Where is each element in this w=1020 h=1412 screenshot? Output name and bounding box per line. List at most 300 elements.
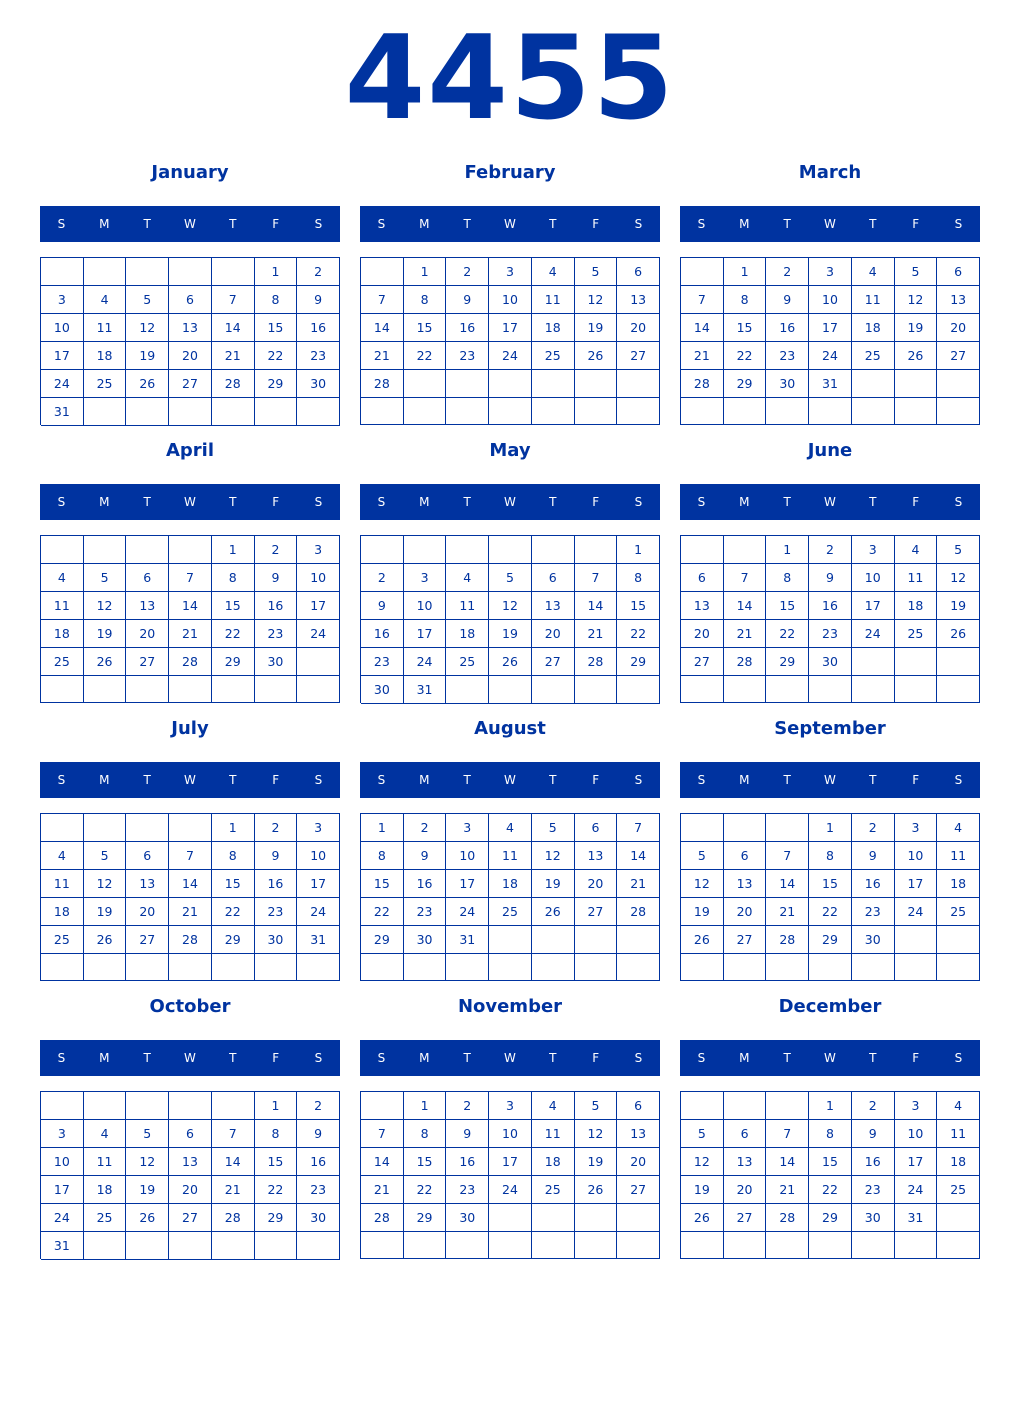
day-cell: 18 — [489, 870, 532, 898]
day-cell: 7 — [681, 286, 724, 314]
empty-day-cell — [852, 648, 895, 676]
weekday-label: S — [954, 217, 963, 231]
day-cell: 12 — [126, 1148, 169, 1176]
weekday-label: F — [592, 217, 600, 231]
empty-day-cell — [766, 954, 809, 981]
day-cell: 17 — [446, 870, 489, 898]
weekday-label: F — [912, 1051, 920, 1065]
day-cell: 2 — [809, 536, 852, 564]
day-cell: 29 — [809, 1204, 852, 1232]
weekday-label: W — [184, 773, 196, 787]
day-cell: 30 — [297, 1204, 340, 1232]
day-cell: 23 — [446, 1176, 489, 1204]
day-cell: 30 — [297, 370, 340, 398]
weekday-label: F — [592, 773, 600, 787]
empty-day-cell — [617, 954, 660, 981]
day-cell: 28 — [212, 1204, 255, 1232]
day-cell: 9 — [255, 842, 298, 870]
day-cell: 20 — [937, 314, 980, 342]
empty-day-cell — [126, 814, 169, 842]
empty-day-cell — [681, 954, 724, 981]
day-cell: 19 — [681, 1176, 724, 1204]
day-cell: 14 — [766, 870, 809, 898]
day-cell: 1 — [361, 814, 404, 842]
day-cell: 20 — [617, 314, 660, 342]
day-cell: 25 — [937, 898, 980, 926]
day-cell: 27 — [126, 648, 169, 676]
weekday-label: T — [869, 217, 877, 231]
day-cell: 10 — [297, 842, 340, 870]
day-cell: 19 — [84, 620, 127, 648]
day-cell: 9 — [446, 1120, 489, 1148]
day-cell: 10 — [809, 286, 852, 314]
weekday-label: S — [314, 1051, 323, 1065]
empty-day-cell — [937, 398, 980, 425]
empty-day-cell — [766, 1232, 809, 1259]
day-cell: 11 — [895, 564, 938, 592]
day-cell: 21 — [212, 1176, 255, 1204]
empty-day-cell — [41, 536, 84, 564]
empty-day-cell — [532, 370, 575, 398]
empty-day-cell — [41, 1092, 84, 1120]
empty-day-cell — [895, 954, 938, 981]
day-cell: 10 — [41, 1148, 84, 1176]
day-cell: 2 — [404, 814, 447, 842]
day-cell: 16 — [255, 592, 298, 620]
empty-day-cell — [297, 648, 340, 676]
day-cell: 20 — [724, 898, 767, 926]
day-cell: 6 — [169, 286, 212, 314]
weekday-label: W — [824, 217, 836, 231]
month-name: October — [149, 996, 231, 1017]
empty-day-cell — [575, 1232, 618, 1259]
day-grid — [40, 535, 340, 703]
day-cell: 1 — [766, 536, 809, 564]
day-cell: 23 — [852, 1176, 895, 1204]
empty-day-cell — [361, 954, 404, 981]
day-cell: 31 — [895, 1204, 938, 1232]
day-cell: 27 — [724, 926, 767, 954]
day-cell: 10 — [489, 1120, 532, 1148]
day-cell: 15 — [212, 592, 255, 620]
day-cell: 16 — [255, 870, 298, 898]
day-cell: 14 — [681, 314, 724, 342]
day-cell: 23 — [446, 342, 489, 370]
empty-day-cell — [766, 814, 809, 842]
empty-day-cell — [617, 398, 660, 425]
day-cell: 6 — [681, 564, 724, 592]
day-cell: 15 — [766, 592, 809, 620]
day-cell: 30 — [809, 648, 852, 676]
day-cell: 29 — [361, 926, 404, 954]
empty-day-cell — [126, 398, 169, 426]
day-cell: 4 — [84, 1120, 127, 1148]
weekday-label: T — [229, 495, 237, 509]
day-cell: 7 — [212, 1120, 255, 1148]
day-cell: 29 — [617, 648, 660, 676]
day-grid — [360, 1091, 660, 1259]
weekday-header — [360, 762, 660, 798]
weekday-header — [680, 1040, 980, 1076]
day-cell: 5 — [532, 814, 575, 842]
day-cell: 16 — [297, 314, 340, 342]
weekday-label: S — [634, 217, 643, 231]
empty-day-cell — [575, 398, 618, 425]
day-cell: 17 — [809, 314, 852, 342]
day-cell: 8 — [809, 842, 852, 870]
day-cell: 27 — [617, 1176, 660, 1204]
weekday-label: S — [697, 773, 706, 787]
day-cell: 1 — [617, 536, 660, 564]
day-grid — [680, 535, 980, 703]
day-cell: 30 — [852, 926, 895, 954]
day-cell: 10 — [446, 842, 489, 870]
empty-day-cell — [809, 398, 852, 425]
day-cell: 2 — [852, 814, 895, 842]
day-cell: 7 — [169, 842, 212, 870]
day-cell: 25 — [489, 898, 532, 926]
weekday-label: T — [463, 495, 471, 509]
empty-day-cell — [681, 1092, 724, 1120]
empty-day-cell — [617, 926, 660, 954]
empty-day-cell — [895, 398, 938, 425]
day-cell: 4 — [84, 286, 127, 314]
day-cell: 23 — [297, 342, 340, 370]
day-cell: 10 — [404, 592, 447, 620]
day-cell: 3 — [895, 814, 938, 842]
day-cell: 8 — [361, 842, 404, 870]
weekday-label: M — [739, 495, 750, 509]
day-cell: 30 — [446, 1204, 489, 1232]
day-cell: 17 — [489, 1148, 532, 1176]
day-cell: 19 — [575, 314, 618, 342]
weekday-label: S — [954, 773, 963, 787]
day-cell: 19 — [126, 342, 169, 370]
day-cell: 18 — [446, 620, 489, 648]
weekday-label: W — [824, 495, 836, 509]
day-cell: 27 — [724, 1204, 767, 1232]
day-cell: 5 — [895, 258, 938, 286]
day-cell: 6 — [126, 842, 169, 870]
empty-day-cell — [297, 398, 340, 426]
day-cell: 5 — [681, 1120, 724, 1148]
weekday-label: W — [824, 1051, 836, 1065]
weekday-header — [360, 1040, 660, 1076]
empty-day-cell — [446, 536, 489, 564]
day-cell: 17 — [41, 342, 84, 370]
empty-day-cell — [169, 398, 212, 426]
weekday-label: M — [99, 217, 110, 231]
day-cell: 20 — [724, 1176, 767, 1204]
day-cell: 23 — [255, 898, 298, 926]
weekday-label: S — [377, 495, 386, 509]
weekday-label: T — [783, 495, 791, 509]
day-cell: 31 — [404, 676, 447, 704]
day-cell: 9 — [852, 1120, 895, 1148]
day-cell: 16 — [766, 314, 809, 342]
weekday-label: M — [419, 217, 430, 231]
day-cell: 17 — [297, 870, 340, 898]
empty-day-cell — [212, 954, 255, 981]
empty-day-cell — [169, 258, 212, 286]
day-cell: 13 — [724, 870, 767, 898]
day-cell: 14 — [361, 314, 404, 342]
weekday-label: S — [377, 773, 386, 787]
weekday-label: S — [954, 1051, 963, 1065]
day-cell: 24 — [895, 1176, 938, 1204]
weekday-label: M — [99, 495, 110, 509]
day-cell: 5 — [489, 564, 532, 592]
empty-day-cell — [681, 1232, 724, 1259]
day-cell: 17 — [895, 1148, 938, 1176]
day-cell: 21 — [617, 870, 660, 898]
day-cell: 24 — [852, 620, 895, 648]
empty-day-cell — [809, 676, 852, 703]
weekday-header — [680, 484, 980, 520]
weekday-label: T — [229, 1051, 237, 1065]
weekday-header — [40, 484, 340, 520]
day-cell: 27 — [575, 898, 618, 926]
day-cell: 13 — [169, 1148, 212, 1176]
day-cell: 17 — [489, 314, 532, 342]
day-cell: 10 — [895, 1120, 938, 1148]
weekday-label: W — [504, 495, 516, 509]
empty-day-cell — [489, 536, 532, 564]
empty-day-cell — [852, 398, 895, 425]
day-cell: 22 — [766, 620, 809, 648]
day-cell: 2 — [852, 1092, 895, 1120]
day-cell: 26 — [126, 370, 169, 398]
empty-day-cell — [809, 1232, 852, 1259]
day-cell: 9 — [404, 842, 447, 870]
empty-day-cell — [255, 1232, 298, 1260]
empty-day-cell — [575, 536, 618, 564]
weekday-label: S — [634, 1051, 643, 1065]
empty-day-cell — [169, 1092, 212, 1120]
month-name: August — [474, 718, 546, 739]
day-cell: 31 — [41, 398, 84, 426]
day-cell: 25 — [895, 620, 938, 648]
empty-day-cell — [489, 954, 532, 981]
day-cell: 16 — [361, 620, 404, 648]
day-cell: 9 — [297, 286, 340, 314]
empty-day-cell — [361, 258, 404, 286]
weekday-label: F — [272, 217, 280, 231]
weekday-label: F — [272, 773, 280, 787]
day-cell: 18 — [895, 592, 938, 620]
day-cell: 4 — [852, 258, 895, 286]
day-cell: 6 — [617, 1092, 660, 1120]
empty-day-cell — [126, 1092, 169, 1120]
day-cell: 14 — [212, 314, 255, 342]
weekday-label: T — [143, 1051, 151, 1065]
weekday-label: S — [634, 495, 643, 509]
empty-day-cell — [575, 1204, 618, 1232]
day-cell: 26 — [681, 926, 724, 954]
day-cell: 23 — [766, 342, 809, 370]
day-cell: 12 — [681, 870, 724, 898]
day-cell: 27 — [126, 926, 169, 954]
day-cell: 30 — [852, 1204, 895, 1232]
day-cell: 12 — [681, 1148, 724, 1176]
weekday-label: M — [419, 495, 430, 509]
day-cell: 2 — [766, 258, 809, 286]
day-cell: 17 — [41, 1176, 84, 1204]
month-name: April — [165, 440, 215, 461]
day-cell: 30 — [361, 676, 404, 704]
empty-day-cell — [404, 954, 447, 981]
weekday-label: S — [954, 495, 963, 509]
day-cell: 13 — [126, 870, 169, 898]
weekday-label: M — [99, 773, 110, 787]
empty-day-cell — [852, 676, 895, 703]
weekday-label: F — [912, 217, 920, 231]
weekday-label: S — [697, 495, 706, 509]
empty-day-cell — [169, 536, 212, 564]
empty-day-cell — [681, 536, 724, 564]
month-name: February — [464, 162, 556, 183]
day-cell: 1 — [404, 1092, 447, 1120]
weekday-label: S — [314, 217, 323, 231]
day-cell: 9 — [446, 286, 489, 314]
day-cell: 22 — [404, 342, 447, 370]
day-cell: 21 — [724, 620, 767, 648]
day-cell: 26 — [575, 1176, 618, 1204]
day-cell: 30 — [404, 926, 447, 954]
day-cell: 14 — [169, 870, 212, 898]
day-cell: 14 — [724, 592, 767, 620]
day-cell: 31 — [297, 926, 340, 954]
day-cell: 27 — [532, 648, 575, 676]
empty-day-cell — [575, 676, 618, 704]
day-cell: 13 — [575, 842, 618, 870]
day-cell: 3 — [41, 1120, 84, 1148]
day-cell: 22 — [617, 620, 660, 648]
weekday-label: F — [592, 495, 600, 509]
day-cell: 26 — [532, 898, 575, 926]
day-cell: 13 — [169, 314, 212, 342]
empty-day-cell — [361, 398, 404, 425]
day-cell: 15 — [255, 314, 298, 342]
day-cell: 13 — [532, 592, 575, 620]
day-cell: 21 — [766, 1176, 809, 1204]
weekday-label: T — [229, 773, 237, 787]
weekday-header — [360, 206, 660, 242]
day-cell: 7 — [212, 286, 255, 314]
weekday-label: T — [549, 773, 557, 787]
day-cell: 27 — [681, 648, 724, 676]
weekday-label: S — [57, 1051, 66, 1065]
day-cell: 15 — [724, 314, 767, 342]
day-cell: 15 — [255, 1148, 298, 1176]
day-cell: 13 — [681, 592, 724, 620]
day-cell: 28 — [766, 1204, 809, 1232]
weekday-label: T — [463, 1051, 471, 1065]
day-grid — [680, 813, 980, 981]
day-cell: 7 — [361, 286, 404, 314]
day-cell: 26 — [126, 1204, 169, 1232]
weekday-label: T — [783, 1051, 791, 1065]
day-cell: 3 — [297, 814, 340, 842]
day-cell: 11 — [41, 592, 84, 620]
empty-day-cell — [724, 536, 767, 564]
month-name: January — [151, 162, 229, 183]
day-cell: 17 — [404, 620, 447, 648]
day-cell: 29 — [255, 1204, 298, 1232]
weekday-label: T — [869, 1051, 877, 1065]
empty-day-cell — [169, 1232, 212, 1260]
day-cell: 25 — [84, 370, 127, 398]
day-cell: 11 — [532, 286, 575, 314]
empty-day-cell — [361, 536, 404, 564]
weekday-label: T — [869, 773, 877, 787]
day-cell: 13 — [126, 592, 169, 620]
day-cell: 15 — [809, 1148, 852, 1176]
day-cell: 20 — [126, 620, 169, 648]
day-cell: 4 — [41, 564, 84, 592]
empty-day-cell — [937, 1232, 980, 1259]
empty-day-cell — [489, 676, 532, 704]
weekday-label: S — [57, 495, 66, 509]
empty-day-cell — [895, 926, 938, 954]
day-cell: 28 — [361, 370, 404, 398]
day-cell: 6 — [532, 564, 575, 592]
empty-day-cell — [766, 676, 809, 703]
empty-day-cell — [532, 536, 575, 564]
day-cell: 25 — [532, 1176, 575, 1204]
day-grid — [360, 813, 660, 981]
day-cell: 5 — [575, 1092, 618, 1120]
day-cell: 3 — [41, 286, 84, 314]
empty-day-cell — [446, 398, 489, 425]
empty-day-cell — [532, 926, 575, 954]
day-cell: 9 — [361, 592, 404, 620]
day-cell: 29 — [766, 648, 809, 676]
day-cell: 22 — [212, 898, 255, 926]
empty-day-cell — [84, 536, 127, 564]
weekday-label: W — [184, 217, 196, 231]
day-cell: 10 — [489, 286, 532, 314]
day-cell: 8 — [724, 286, 767, 314]
empty-day-cell — [617, 370, 660, 398]
empty-day-cell — [212, 676, 255, 703]
month-name: March — [798, 162, 862, 183]
day-cell: 17 — [895, 870, 938, 898]
day-cell: 24 — [297, 898, 340, 926]
empty-day-cell — [937, 926, 980, 954]
day-cell: 20 — [169, 1176, 212, 1204]
day-cell: 25 — [532, 342, 575, 370]
day-cell: 16 — [404, 870, 447, 898]
empty-day-cell — [937, 676, 980, 703]
weekday-label: S — [634, 773, 643, 787]
empty-day-cell — [724, 1092, 767, 1120]
empty-day-cell — [681, 258, 724, 286]
weekday-label: M — [739, 773, 750, 787]
day-cell: 2 — [297, 258, 340, 286]
day-cell: 7 — [766, 1120, 809, 1148]
empty-day-cell — [361, 1232, 404, 1259]
weekday-label: M — [739, 1051, 750, 1065]
day-cell: 14 — [617, 842, 660, 870]
day-cell: 27 — [937, 342, 980, 370]
empty-day-cell — [255, 954, 298, 981]
day-cell: 22 — [404, 1176, 447, 1204]
weekday-label: T — [869, 495, 877, 509]
weekday-label: T — [783, 773, 791, 787]
day-cell: 18 — [852, 314, 895, 342]
day-cell: 9 — [809, 564, 852, 592]
